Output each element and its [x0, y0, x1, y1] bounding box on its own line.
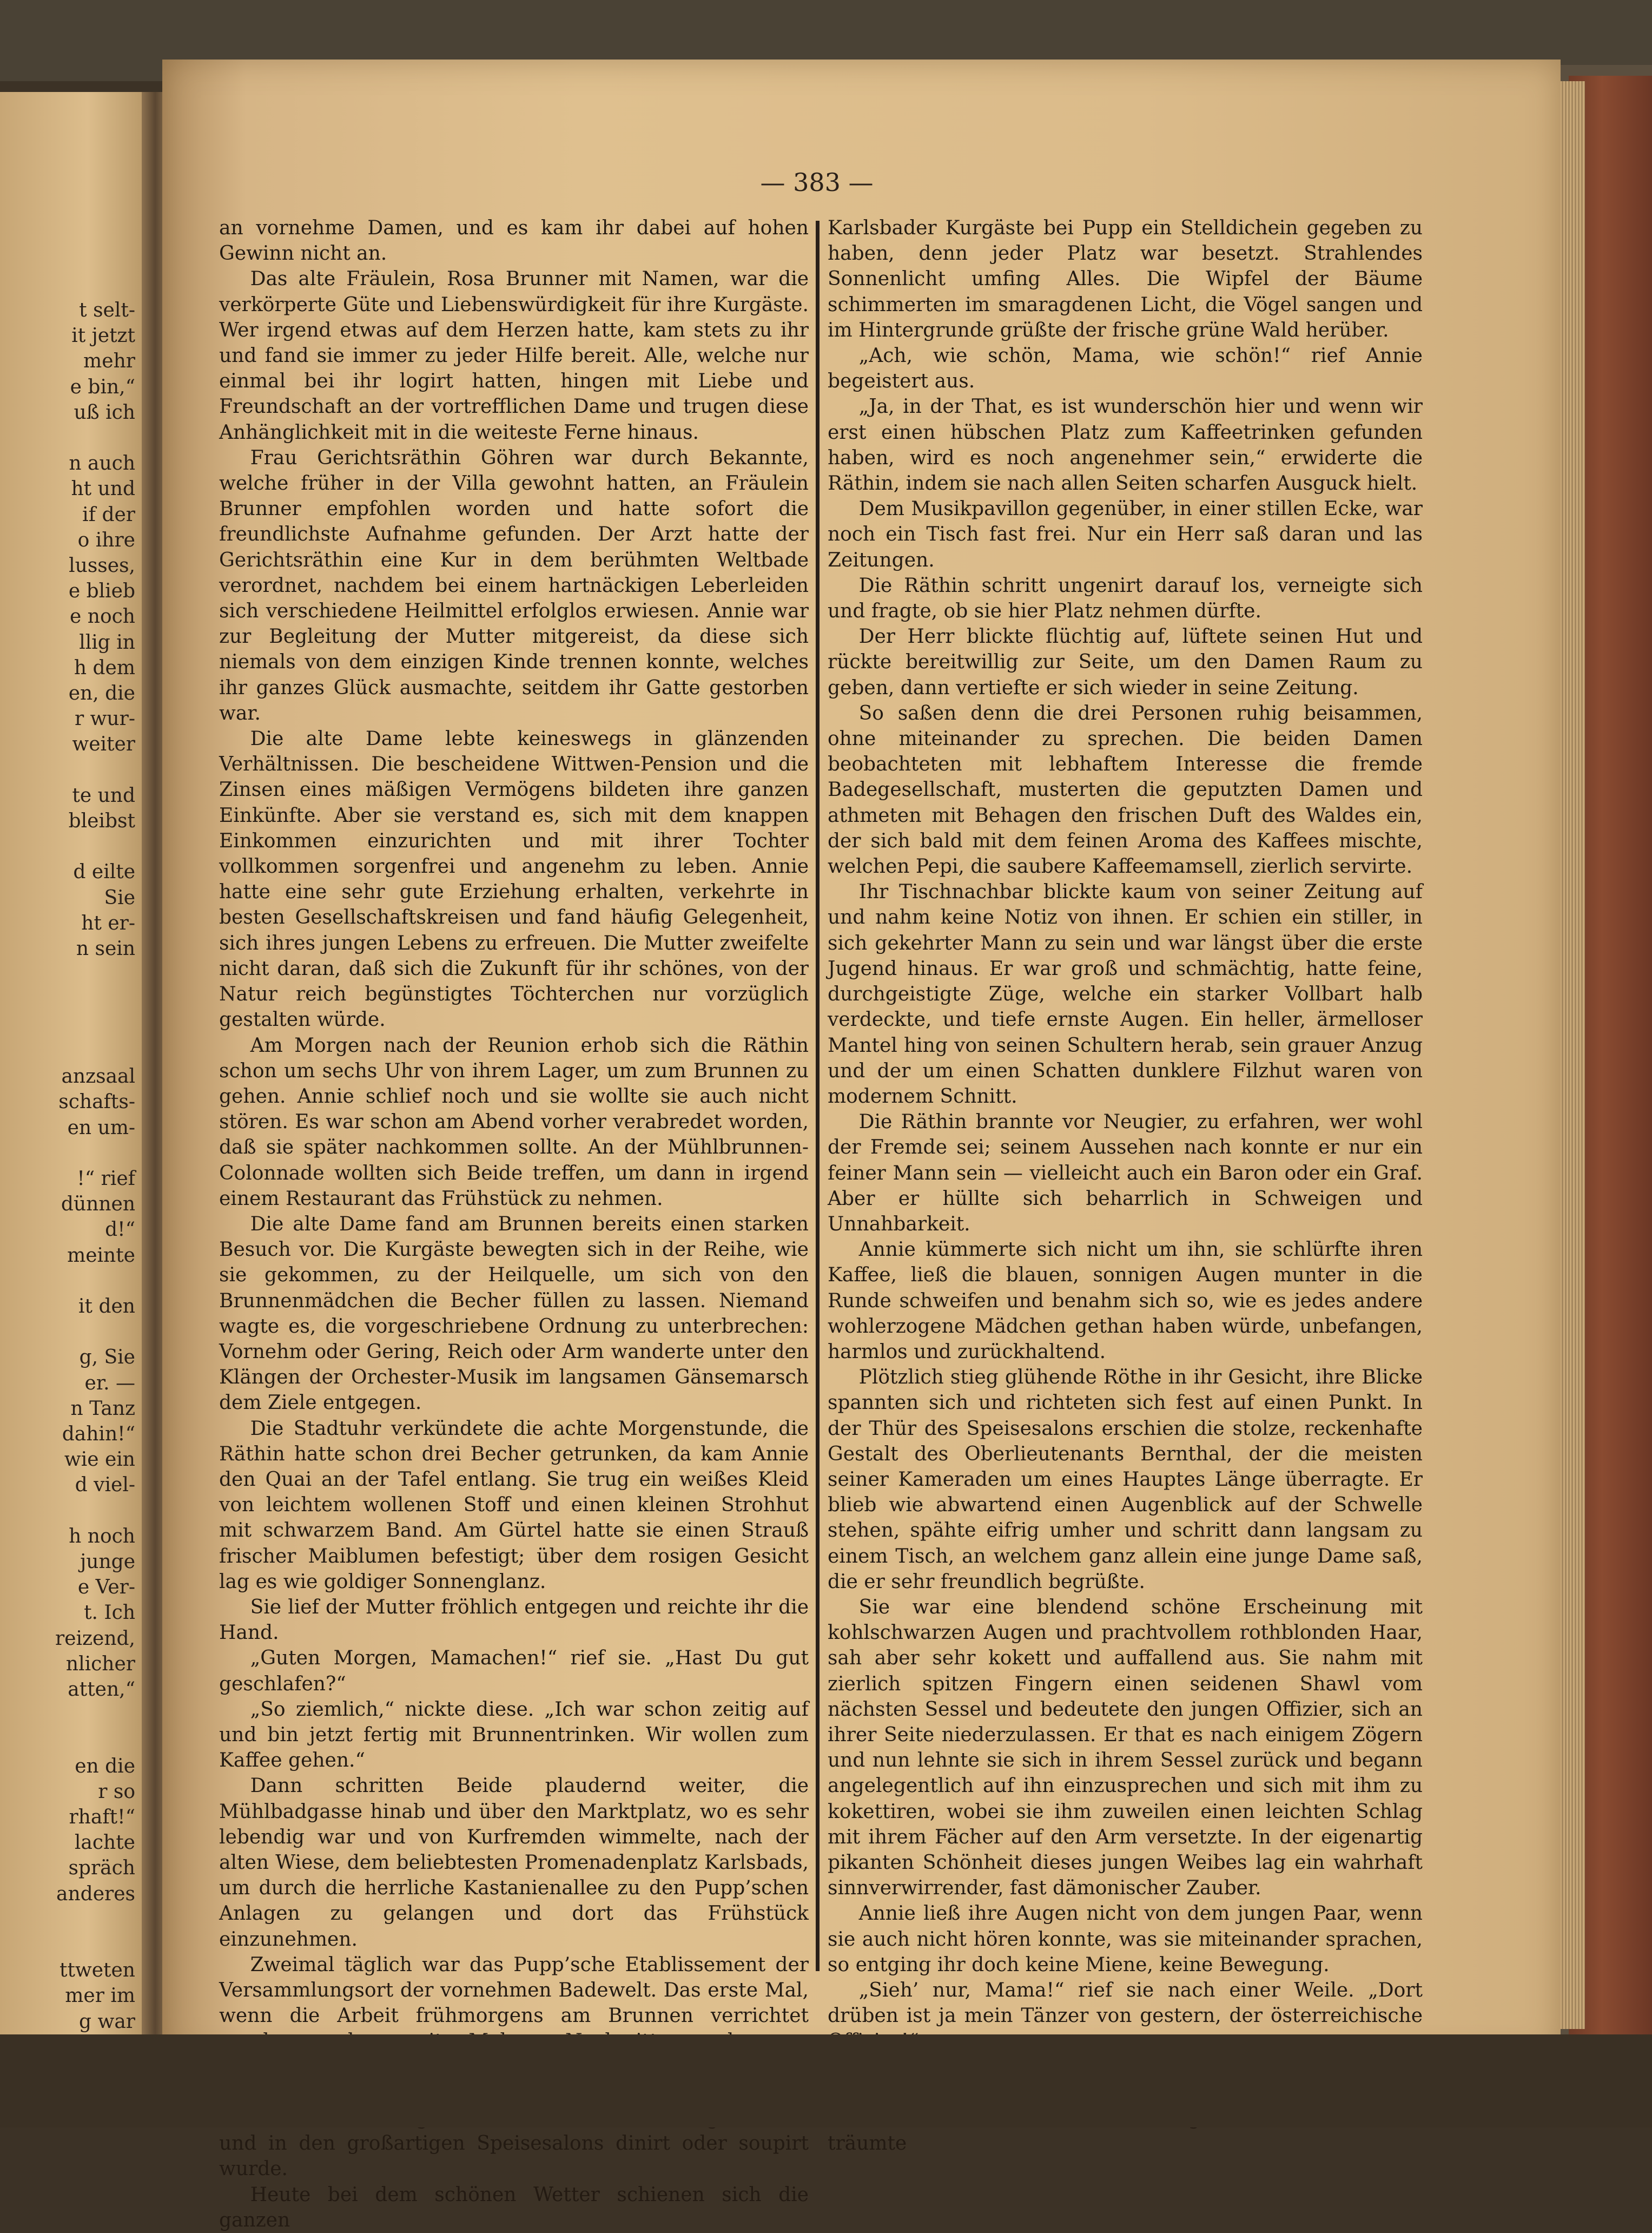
left-page-line	[0, 1319, 135, 1345]
left-page-line	[0, 1702, 135, 1728]
left-page-line	[0, 1907, 135, 1932]
left-page-line: lachte	[74, 1832, 135, 1854]
left-page-line	[0, 1728, 135, 1753]
left-page-line	[0, 834, 135, 859]
paragraph: „Ach, wie schön, Mama, wie schön!“ rief Annie begeistert aus.	[828, 345, 1423, 393]
left-page-line: reizend,	[55, 1627, 135, 1650]
paragraph: „Guten Morgen, Mamachen!“ rief sie. „Hast Du gut geschlafen?“	[219, 1647, 809, 1695]
left-page-line: mer im	[65, 1985, 135, 2007]
left-page-line: junge	[80, 1550, 135, 1573]
paragraph: Die Räthin brannte vor Neugier, zu erfahren, wer wohl der Fremde sei; seinem Aussehen nach konnte er nur ein feiner Mann sein — vielleicht auch ein Baron oder ein Graf. Aber er hüllte sich beharrlich in Schweigen und Unnahbarkeit.	[828, 1111, 1423, 1235]
left-page-line: anzsaal	[61, 1065, 135, 1088]
left-page-line	[0, 1013, 135, 1038]
left-page-line: anderes	[56, 1882, 135, 1905]
left-page-line: e Ver-	[77, 1576, 135, 1599]
paragraph: Die alte Dame lebte keineswegs in glänzenden Verhältnissen. Die bescheidene Wittwen-Pension und die Zinsen eines mäßigen Vermögens bildeten ihre ganzen Einkünfte. Aber sie verstand es, sich mit dem knappen Einkommen einzurichten und mit ihrer Tochter vollkommen sorgenfrei und angenehm zu leben. Annie hatte eine sehr gute Erziehung erhalten, verkehrte in besten Gesellschaftskreisen und fand häufig Gelegenheit, sich ihres jungen Lebens zu erfreuen. Die Mutter zweifelte nicht daran, daß sich die Zukunft für ihr schönes, von der Natur reich begünstigtes Töchterchen nur vorzüglich gestalten würde.	[219, 728, 809, 1031]
left-page-line: d!“	[105, 1218, 135, 1241]
left-page-line: dahin!“	[62, 1422, 135, 1445]
left-page-line	[0, 1932, 135, 1958]
left-page-line	[0, 987, 135, 1012]
left-page-line	[0, 757, 135, 783]
paragraph: Annie ließ ihre Augen nicht von dem jungen Paar, wenn sie auch nicht hören konnte, was sie miteinander sprachen, so entging ihr doch keine Miene, keine Bewegung.	[828, 1902, 1423, 1976]
text-column-right	[828, 215, 1423, 2156]
paragraph: Sie war eine blendend schöne Erscheinung mit kohlschwarzen Augen und prachtvollem rothblonden Haar, sah aber sehr kokett und auffallend aus. Sie nahm mit zierlich spitzen Fingern einen seidenen Shawl vom nächsten Sessel und bedeutete den jungen Offizier, sich an ihrer Seite niederzulassen. Er that es nach einigem Zögern und nun lehnte sie sich in ihrem Sessel zurück und begann angelegentlich auf ihn einzusprechen und sich mit ihm zu kokettiren, wobei sie ihm zuweilen einen leichten Schlag mit ihrem Fächer auf den Arm versetzte. In der eigenartig pikanten Schönheit dieses jungen Weibes lag ein wahrhaft sinnverwirrender, fast dämonischer Zauber.	[828, 1596, 1423, 1900]
left-page-line: dünnen	[61, 1193, 135, 1216]
left-page-line: n auch	[69, 452, 135, 475]
paragraph: Dann schritten Beide plaudernd weiter, die Mühlbadgasse hinab und über den Marktplatz, wo es sehr lebendig war und von Kurfremden wimmelte, nach der alten Wiese, dem beliebtesten Promenadenplatz Karlsbads, um durch die herrliche Kastanienallee zu den Pupp’schen Anlagen zu gelangen und dort das Frühstück einzunehmen.	[219, 1775, 809, 1951]
left-page-line: rhaft!“	[69, 1806, 135, 1828]
left-page-line: e bin,“	[70, 376, 135, 398]
paragraph: Das alte Fräulein, Rosa Brunner mit Namen, war die verkörperte Güte und Liebenswürdigkeit für ihre Kurgäste. Wer irgend etwas auf dem Herzen hatte, kam stets zu ihr und fand sie immer zu jeder Hilfe bereit. Alle, welche nur einmal bei ihr logirt hatten, hingen mit Liebe und Freundschaft an der vortrefflichen Dame und trugen diese Anhänglichkeit mit in die weiteste Ferne hinaus.	[219, 268, 809, 444]
paragraph: Die Stadtuhr verkündete die achte Morgenstunde, die Räthin hatte schon drei Becher getrunken, da kam Annie den Quai an der Tafel entlang. Sie trug ein weißes Kleid von leichtem wollenen Stoff und einen kleinen Strohhut mit schwarzem Band. Am Gürtel hatte sie einen Strauß frischer Maiblumen befestigt; über dem rosigen Gesicht lag es wie goldiger Sonnenglanz.	[219, 1417, 809, 1593]
paragraph: Am Morgen nach der Reunion erhob sich die Räthin schon um sechs Uhr von ihrem Lager, um zum Brunnen zu gehen. Annie schlief noch und sie wollte sie auch nicht stören. Es war schon am Abend vorher verabredet worden, daß sie später nachkommen sollte. An der Mühlbrunnen-Colonnade wollten sich Beide treffen, um dann in irgend einem Restaurant das Frühstück zu nehmen.	[219, 1034, 809, 1210]
left-page-line: r so	[98, 1780, 135, 1803]
text-column-left	[219, 215, 809, 2233]
left-page-line: mehr	[83, 350, 135, 373]
left-page-line: te und	[72, 784, 135, 807]
left-page-line: Sie	[104, 886, 135, 909]
left-page-line: g, Sie	[79, 1346, 135, 1369]
left-page-line: if der	[82, 503, 135, 526]
left-page-line: it jetzt	[71, 325, 135, 347]
left-page-line: bleibst	[68, 810, 135, 833]
left-page-line	[0, 1038, 135, 1064]
paragraph: Annie kümmerte sich nicht um ihn, sie schlürfte ihren Kaffee, ließ die blauen, sonnigen Augen munter in die Runde schweifen und benahm sich so, wie es jedes andere wohlerzogene Mädchen gethan haben würde, unbefangen, harmlos und zurückhaltend.	[828, 1239, 1423, 1363]
left-page-line: llig in	[79, 631, 135, 654]
left-page-line: ht er-	[81, 912, 135, 934]
paragraph: Plötzlich stieg glühende Röthe in ihr Gesicht, ihre Blicke spannten sich und richteten sich fest auf einen Punkt. In der Thür des Speisesalons erschien die stolze, reckenhafte Gestalt des Oberlieutenants Bernthal, der die meisten seiner Kameraden um eines Hauptes Länge überragte. Er blieb wie abwartend einen Augenblick auf der Schwelle stehen, spähte eifrig umher und schritt dann langsam zu einem Tisch, an welchem ganz allein eine junge Dame saß, die er sehr freundlich begrüßte.	[828, 1366, 1423, 1593]
paragraph: „So ziemlich,“ nickte diese. „Ich war schon zeitig auf und bin jetzt fertig mit Brunnentrinken. Wir wollen zum Kaffee gehen.“	[219, 1698, 809, 1772]
left-page-line: t selt-	[79, 299, 135, 321]
paragraph: „Ja, in der That, es ist wunderschön hier und wenn wir erst einen hübschen Platz zum Kaffeetrinken gefunden haben, wird es noch angenehmer sein,“ erwiderte die Räthin, indem sie nach allen Seiten scharfen Ausguck hielt.	[828, 396, 1423, 495]
left-page-line: !“ rief	[77, 1167, 135, 1190]
left-page-line	[0, 1141, 135, 1166]
left-page-line: en um-	[67, 1116, 135, 1139]
left-page-line: wie ein	[64, 1448, 135, 1471]
left-page-line: g war	[79, 2010, 135, 2033]
left-page-line: d viel-	[75, 1474, 135, 1497]
left-page-line: r wur-	[74, 708, 135, 730]
left-page-line: weiter	[72, 733, 135, 756]
left-page-line: en die	[75, 1755, 135, 1777]
paragraph: „Sieh’ nur, Mama!“ rief sie nach einer Weile. „Dort drüben ist ja mein Tänzer von gestern, der österreichische	[828, 1979, 1423, 2027]
left-page-line: ht und	[71, 478, 135, 500]
left-page-line: en, die	[68, 682, 135, 705]
left-page-line	[0, 961, 135, 987]
left-page-line: h noch	[69, 1525, 135, 1547]
left-page-line: spräch	[68, 1857, 135, 1880]
paragraph: träumte	[828, 2132, 907, 2155]
paragraph: Karlsbader Kurgäste bei Pupp ein Stelldichein gegeben zu haben, denn jeder Platz war besetzt. Strahlendes Sonnenlicht umfing Alles. Die Wipfel der Bäume schimmerten im smaragdenen Licht, die Vögel sangen und im Hintergrunde grüßte der frische grüne Wald herüber.	[828, 217, 1423, 341]
paragraph: Dem Musikpavillon gegenüber, in einer stillen Ecke, war noch ein Tisch fast frei. Nur ein Herr saß daran und las Zeitungen.	[828, 498, 1423, 571]
paragraph: Die alte Dame fand am Brunnen bereits einen starken Besuch vor. Die Kurgäste bewegten sich in der Reihe, wie sie gekommen, zu der Heilquelle, um sich von den Brunnenmädchen die Becher füllen zu lassen. Niemand wagte es, die vorgeschriebene Ordnung zu unterbrechen: Vornehm oder Gering, Reich oder Arm wanderte unter den Klängen der Orchester-Musik im langsamen Gänsemarsch dem Ziele entgegen.	[219, 1213, 809, 1414]
left-page-line: schafts-	[58, 1091, 135, 1114]
column-divider	[816, 221, 820, 1971]
left-page-line: t. Ich	[84, 1602, 135, 1624]
paragraph: So saßen denn die drei Personen ruhig beisammen, ohne miteinander zu sprechen. Die beiden Damen beobachteten mit lebhaftem Interesse die fremde Badegesellschaft, musterten die geputzten Damen und athmeten mit Behagen den frischen Duft des Waldes ein, der sich bald mit dem feinen Aroma des Kaffees mischte, welchen Pepi, die saubere Kaffeemamsell, zierlich servirte.	[828, 702, 1423, 878]
paragraph: Heute bei dem schönen Wetter schienen sich die ganzen	[219, 2183, 809, 2231]
left-page-line: n sein	[76, 938, 135, 960]
scan-background-bottom	[0, 2034, 1652, 2127]
paragraph: Sie lief der Mutter fröhlich entgegen und reichte ihr die Hand.	[219, 1596, 809, 1644]
paragraph: Die Räthin schritt ungenirt darauf los, verneigte sich und fragte, ob sie hier Platz nehmen dürfte.	[828, 574, 1423, 623]
left-page-line: e noch	[70, 605, 135, 628]
left-page-line: ttweten	[59, 1959, 135, 1982]
left-page-line: er. —	[84, 1372, 135, 1394]
left-page-line	[0, 425, 135, 451]
left-page-text-fragments	[0, 298, 135, 2111]
left-page-line: h dem	[74, 656, 135, 679]
paragraph: Zweimal täglich war das Pupp’sche Etablissement der Versammlungsort der vornehmen Badewelt. Das erste Mal, wenn die Arbeit frühmorgens am Brunnen verrichtet und in den großartigen Speisesalons dinirt oder soupirt wurde.	[219, 1953, 809, 2181]
left-page-line: nlicher	[65, 1652, 135, 1675]
left-page-line: uß ich	[74, 401, 135, 424]
paragraph: Ihr Tischnachbar blickte kaum von seiner Zeitung auf und nahm keine Notiz von ihnen. Er schien ein stiller, in sich gekehrter Mann zu sein und war längst über die erste Jugend hinaus. Er war groß und schmächtig, hatte feine, durchgeistigte Züge, welche ein starker Vollbart halb verdeckte, und tiefe ernste Augen. Ein heller, ärmelloser Mantel hing von seinen Schultern herab, sein grauer Anzug und der um einen Schatten dunklere Filzhut waren von modernem Schnitt.	[828, 881, 1423, 1108]
left-page-line: d eilte	[73, 861, 135, 884]
left-page	[0, 92, 146, 2040]
left-page-line	[0, 1268, 135, 1294]
paragraph: an vornehme Damen, und es kam ihr dabei auf hohen Gewinn nicht an.	[219, 217, 809, 265]
left-page-line: n Tanz	[70, 1397, 135, 1420]
left-page-line: o ihre	[77, 529, 135, 551]
left-page-line: atten,“	[68, 1678, 135, 1701]
left-page-line: meinte	[67, 1244, 135, 1267]
left-page-line	[0, 1498, 135, 1524]
left-page-line: e blieb	[68, 580, 135, 603]
paragraph: Der Herr blickte flüchtig auf, lüftete seinen Hut und rückte bereitwillig zur Seite, um den Damen Raum zu geben, dann vertiefte er sich wieder in seine Zeitung.	[828, 625, 1423, 699]
left-page-line: it den	[78, 1295, 135, 1318]
paragraph: Frau Gerichtsräthin Göhren war durch Bekannte, welche früher in der Villa gewohnt hatten, an Fräulein Brunner empfohlen worden und hatte sofort die freundlichste Aufnahme gefunden. Der Arzt hatte der Gerichtsräthin eine Kur in dem berühmten Weltbade verordnet, nachdem bei einem hartnäckigen Leberleiden sich verschiedene Heilmittel erfolglos erwiesen. Annie war zur Begleitung der Mutter mitgereist, da diese sich niemals von dem einzigen Kinde trennen konnte, welches ihr ganzes Glück ausmachte, seitdem ihr Gatte gestorben war.	[219, 446, 809, 724]
page-number: — 383 —	[760, 168, 874, 197]
left-page-line: lusses,	[69, 555, 135, 577]
